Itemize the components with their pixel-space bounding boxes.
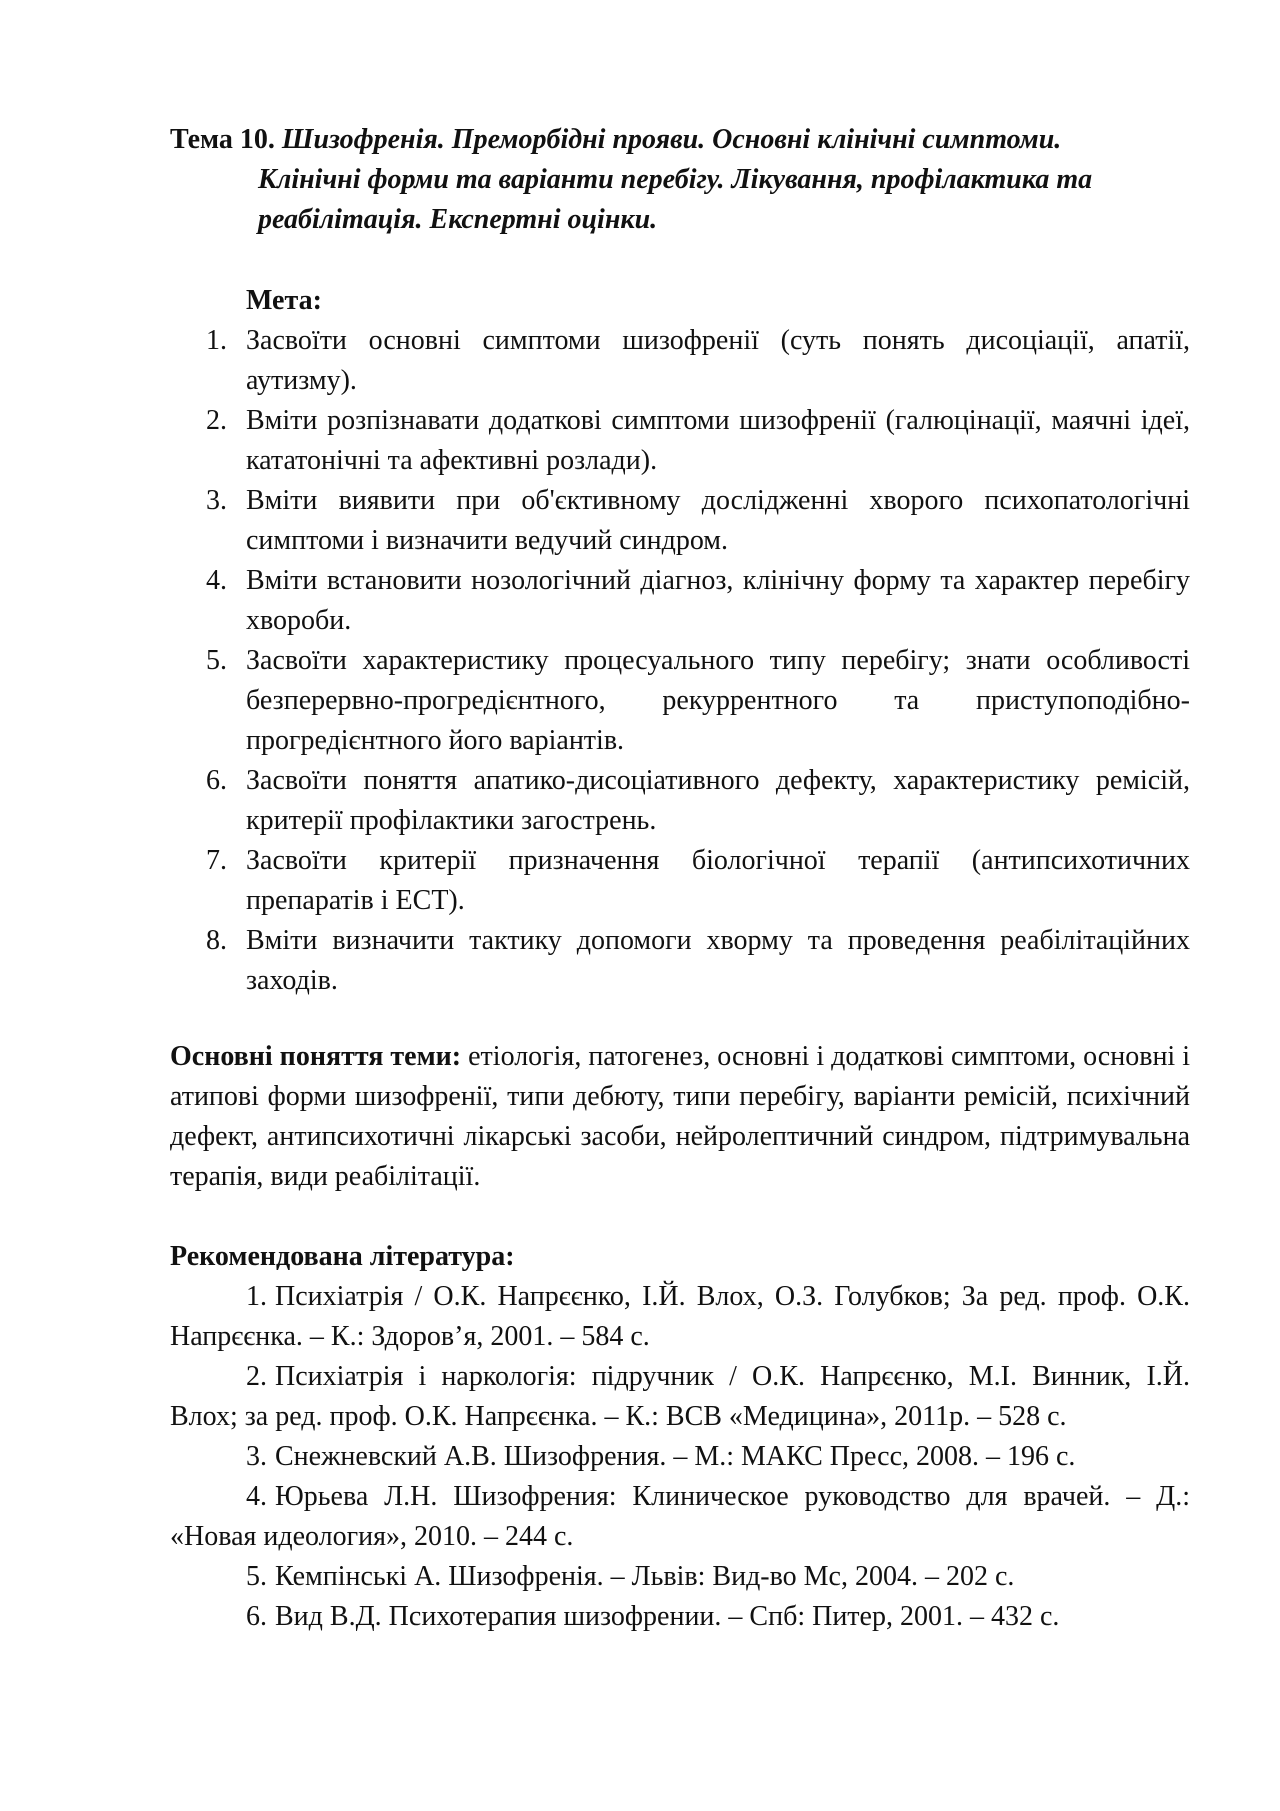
- literature-item: [170, 1597, 1190, 1637]
- literature-number: 1.: [246, 1281, 267, 1312]
- literature-item: [170, 1437, 1190, 1477]
- goal-item: [206, 921, 1190, 1001]
- goal-number: 2.: [206, 405, 227, 436]
- topic-title-text-2: Клінічні форми та варіанти перебігу. Лікування, профілактика та: [258, 164, 1093, 195]
- goal-number: 1.: [206, 325, 227, 356]
- goal-number: 4.: [206, 565, 227, 596]
- literature-number: 4.: [246, 1481, 267, 1512]
- literature-text: Психіатрія / О.К. Напрєєнко, І.Й. Влох, О.З. Голубков; За ред. проф. О.К. Напрєєнка. – К.: Здоров’я, 2001. – 584 с.: [170, 1281, 1190, 1352]
- goal-item: [206, 841, 1190, 921]
- goal-item: [206, 481, 1190, 561]
- goal-number: 5.: [206, 645, 227, 676]
- literature-text: Вид В.Д. Психотерапия шизофрении. – Спб: Питер, 2001. – 432 с.: [275, 1601, 1060, 1632]
- goal-item: [206, 401, 1190, 481]
- literature-number: 6.: [246, 1601, 267, 1632]
- key-concepts-text: етіологія, патогенез, основні і додаткові симптоми, основні і атипові форми шизофренії, типи дебюту, типи перебігу, варіанти ремісій, психічний дефект, антипсихотичні лікарські засоби, нейролептичний синдром, підтримувальна терапія, види реабілітації.: [170, 1041, 1190, 1192]
- literature-text: Юрьева Л.Н. Шизофрения: Клиническое руководство для врачей. – Д.: «Новая идеология», 2010. – 244 с.: [170, 1481, 1190, 1552]
- key-concepts-paragraph: [170, 1037, 1190, 1197]
- goal-number: 8.: [206, 925, 227, 956]
- literature-text: Кемпінські А. Шизофренія. – Львів: Вид-во Мс, 2004. – 202 с.: [275, 1561, 1015, 1592]
- goals-list: [206, 321, 1190, 1001]
- topic-title: [170, 120, 1190, 240]
- goal-item: [206, 561, 1190, 641]
- goal-text: Засвоїти характеристику процесуального типу перебігу; знати особливості безперервно-прогредієнтного, рекуррентного та приступоподібно-прогредієнтного його варіантів.: [246, 645, 1190, 756]
- topic-title-text-3: реабілітація. Експертні оцінки.: [258, 204, 658, 235]
- goal-number: 3.: [206, 485, 227, 516]
- literature-number: 2.: [246, 1361, 267, 1392]
- goal-text: Вміти виявити при об'єктивному дослідженні хворого психопатологічні симптоми і визначити ведучий синдром.: [246, 485, 1190, 556]
- literature-item: [170, 1557, 1190, 1597]
- literature-item: [170, 1277, 1190, 1357]
- goal-item: [206, 321, 1190, 401]
- literature-number: 5.: [246, 1561, 267, 1592]
- goal-text: Засвоїти основні симптоми шизофренії (суть понять дисоціації, апатії, аутизму).: [246, 325, 1190, 396]
- literature-heading: Рекомендована література:: [170, 1241, 515, 1272]
- topic-number: Тема 10.: [170, 124, 275, 155]
- literature-text: Снежневский А.В. Шизофрения. – М.: МАКС Пресс, 2008. – 196 с.: [275, 1441, 1076, 1472]
- goals-heading: Мета:: [246, 285, 322, 316]
- topic-title-line-1: [170, 120, 1190, 160]
- goal-text: Вміти встановити нозологічний діагноз, клінічну форму та характер перебігу хвороби.: [246, 565, 1190, 636]
- topic-title-text-1: Шизофренія. Преморбідні прояви. Основні клінічні симптоми.: [281, 124, 1062, 155]
- literature-list: [170, 1277, 1190, 1637]
- goal-text: Вміти розпізнавати додаткові симптоми шизофренії (галюцінації, маячні ідеї, кататонічні та афективні розлади).: [246, 405, 1190, 476]
- literature-text: Психіатрія і наркологія: підручник / О.К. Напрєєнко, М.І. Винник, І.Й. Влох; за ред. проф. О.К. Напрєєнка. – К.: ВСВ «Медицина», 2011р. – 528 с.: [170, 1361, 1190, 1432]
- goal-text: Вміти визначити тактику допомоги хворму та проведення реабілітаційних заходів.: [246, 925, 1190, 996]
- goal-number: 7.: [206, 845, 227, 876]
- goal-text: Засвоїти критерії призначення біологічної терапії (антипсихотичних препаратів і ЕСТ).: [246, 845, 1190, 916]
- goal-item: [206, 641, 1190, 761]
- literature-item: [170, 1357, 1190, 1437]
- goal-text: Засвоїти поняття апатико-дисоціативного дефекту, характеристику ремісій, критерії профілактики загострень.: [246, 765, 1190, 836]
- goal-item: [206, 761, 1190, 841]
- goal-number: 6.: [206, 765, 227, 796]
- literature-number: 3.: [246, 1441, 267, 1472]
- key-concepts-label: Основні поняття теми:: [170, 1041, 462, 1072]
- literature-item: [170, 1477, 1190, 1557]
